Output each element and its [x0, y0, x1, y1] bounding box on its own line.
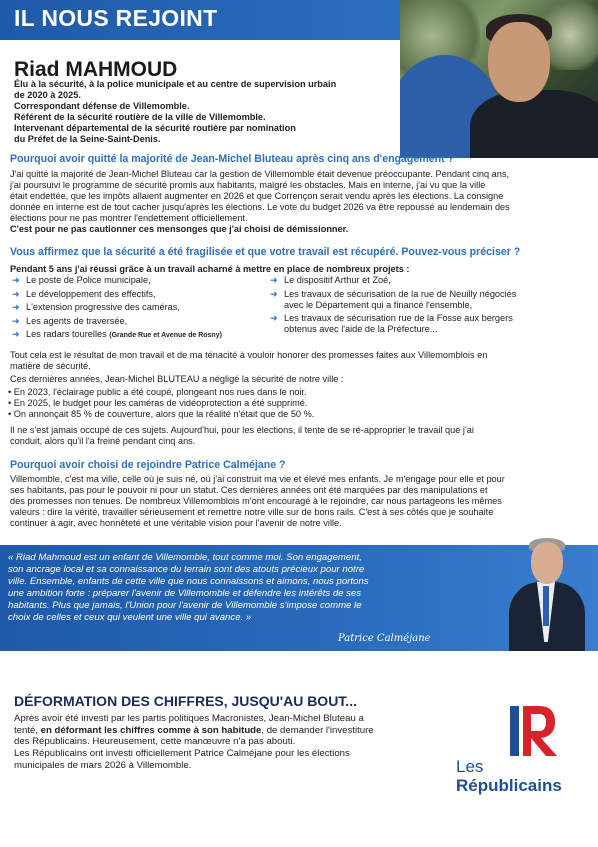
quote-line: « Riad Mahmoud est un enfant de Villemomble, tout comme moi. Son engagement, [8, 552, 362, 563]
signature: Patrice Calméjane [338, 633, 431, 644]
bio-line: de 2020 à 2025. [14, 90, 81, 100]
bio-line: Élu à la sécurité, à la police municipale et au centre de supervision urbain [14, 79, 337, 89]
answer-line: valeurs : dire la vérité, travailler sérieusement et remettre notre ville sur de bons rails. C'est à ses côtés que je souhaite [10, 507, 494, 517]
quote-text [8, 552, 508, 624]
arrow-icon: ➜ [12, 275, 20, 285]
answer-line: continuer à agir, avec honnêteté et une véritable vision pour l'avenir de notre ville. [10, 518, 342, 528]
quote-line: une ambition forte : préparer l'avenir de Villemomble et défendre les intérêts de ses [8, 588, 362, 599]
arrow-icon: ➜ [270, 313, 278, 323]
answer-line: Tout cela est le résultat de mon travail et de ma ténacité à vouloir honorer des promesses faites aux Villemomblois en [10, 350, 488, 360]
bio-line: Correspondant défense de Villemomble. [14, 101, 190, 111]
answer-2-after [10, 350, 590, 385]
project-item: ➜ L'extension progressive des caméras, [12, 302, 180, 312]
bullet-item: • En 2023, l'éclairage public a été coupé, plongeant nos rues dans le noir. [8, 387, 307, 397]
deformation-text [14, 713, 374, 772]
answer-3 [10, 474, 590, 529]
person-bio [14, 79, 404, 145]
text-line: des Républicains. Heureusement, cette manœuvre n'a pas abouti. [14, 736, 296, 748]
arrow-icon: ➜ [270, 288, 278, 299]
page-title: IL NOUS REJOINT [14, 5, 218, 31]
security-bullets [8, 387, 314, 420]
answer-line: Villemomble, c'est ma ville, celle où je suis né, où j'ai construit ma vie et élevé mes enfants. Je m'engage pour elle et pour [10, 474, 505, 484]
answer-line: ses habitants, pas pour le pouvoir ni pour un statut. Ces dernières années ont été marquées par des manipulations et [10, 485, 488, 495]
quote-line: son ancrage local et sa connaissance du terrain sont des atouts précieux pour notre [8, 564, 365, 575]
bio-line: du Préfet de la Seine-Saint-Denis. [14, 134, 161, 144]
project-item: ➜ Les travaux de sécurisation de la rue de Neuilly négociés avec le Département qui a financé l'ensemble, [270, 288, 517, 310]
answer-2-closing [10, 425, 590, 447]
text-line: tenté, en déformant les chiffres comme à son habitude, de demander l'investiture [14, 724, 374, 736]
answer-line: j'ai poursuivi le programme de sécurité promis aux habitants, malgré les obstacles. Mais en interne, j'ai vu que la ville [10, 180, 486, 190]
bullet-item: • On annonçait 85 % de couverture, alors que la réalité n'était que de 50 %. [8, 409, 315, 419]
arrow-icon: ➜ [270, 275, 278, 285]
logo-text-republicains: Républicains [456, 776, 562, 795]
answer-line: était endettée, que les impôts allaient augmenter en 2026 et que Corrençon serait vendu après les élections. La consigne [10, 191, 504, 201]
question-3: Pourquoi avoir choisi de rejoindre Patrice Calméjane ? [10, 459, 286, 471]
section-title: DÉFORMATION DES CHIFFRES, JUSQU'AU BOUT... [14, 693, 357, 709]
radar-note: (Grande Rue et Avenue de Rosny) [109, 332, 222, 339]
arrow-icon: ➜ [12, 329, 20, 339]
arrow-icon: ➜ [12, 302, 20, 312]
answer-conclusion: C'est pour ne pas cautionner ces mensonges que j'ai choisi de démissionner. [10, 224, 349, 234]
answer-line: J'ai quitté la majorité de Jean-Michel Bluteau car la gestion de Villemomble était devenue préoccupante. Pendant cinq ans, [10, 169, 510, 179]
question-2: Vous affirmez que la sécurité a été fragilisée et que votre travail est récupéré. Pouvez-vous préciser ? [10, 246, 521, 258]
project-item: ➜ Le développement des effectifs, [12, 288, 156, 299]
project-item: ➜ Les travaux de sécurisation rue de la Fosse aux bergers obtenus avec l'aide de la Préfecture... [270, 313, 513, 334]
answer-line: donnée en interne est de tout cacher jusqu'après les élections. Le vote du budget 2026 va être repoussé au lendemain des [10, 202, 510, 212]
bullet-item: • En 2025, le budget pour les caméras de vidéoprotection a été supprimé. [8, 398, 308, 408]
bio-line: Intervenant départemental de la sécurité routière par nomination [14, 123, 296, 133]
project-item: ➜ Les radars tourelles (Grande Rue et Avenue de Rosny) [12, 329, 222, 339]
projects-list-right [268, 275, 516, 338]
patrice-calmejane-photo [505, 530, 587, 651]
projects-list-left [10, 275, 222, 344]
answer-1 [10, 169, 590, 235]
answer-line: des promesses non tenues. De nombreux Villemomblois m'ont encouragé à le rejoindre, car nous partageons les mêmes [10, 496, 502, 506]
projects-intro: Pendant 5 ans j'ai réussi grâce à un travail acharné à mettre en place de nombreux projets : [10, 264, 410, 274]
text-line: Après avoir été investi par les partis politiques Macronistes, Jean-Michel Bluteau a [14, 713, 364, 724]
answer-line: matière de sécurité. [10, 361, 91, 371]
project-item: ➜ Le poste de Police municipale, [12, 275, 151, 285]
arrow-icon: ➜ [12, 288, 20, 299]
quote-line: habitants. Plus que jamais, l'Union pour l'avenir de Villemomble s'impose comme le [8, 600, 362, 611]
answer-line: Il ne s'est jamais occupé de ces sujets. Aujourd'hui, pour les élections, il tente de se ré-approprier le travail que j'ai [10, 425, 474, 435]
project-item: ➜ Les agents de traversée, [12, 315, 128, 326]
bio-line: Référent de la sécurité routière de la ville de Villemomble. [14, 112, 266, 122]
project-item: ➜ Le dispositif Arthur et Zoé, [270, 275, 391, 285]
arrow-icon: ➜ [12, 315, 20, 326]
text-line: Les Républicains ont investi officiellement Patrice Calméjane pour les élections [14, 748, 350, 760]
riad-mahmoud-photo [400, 0, 598, 158]
text-line: municipales de mars 2026 à Villemomble. [14, 759, 192, 771]
answer-line: conduit, alors qu'il l'a freiné pendant cinq ans. [10, 436, 196, 446]
answer-line: élections pour ne pas montrer l'endettement officiellement. [10, 213, 248, 223]
answer-line: Ces dernières années, Jean-Michel BLUTEAU a négligé la sécurité de notre ville : [10, 374, 344, 384]
quote-line: ville. Ensemble, enfants de cette ville que nous connaissons et aimons, nous portons [8, 576, 369, 587]
logo-text-les: Les [456, 757, 484, 776]
quote-line: choix de celles et ceux qui veulent une ville qui avance. » [8, 612, 252, 623]
person-name: Riad MAHMOUD [14, 58, 178, 81]
question-1: Pourquoi avoir quitté la majorité de Jean-Michel Bluteau après cinq ans d'engagement ? [10, 153, 455, 165]
